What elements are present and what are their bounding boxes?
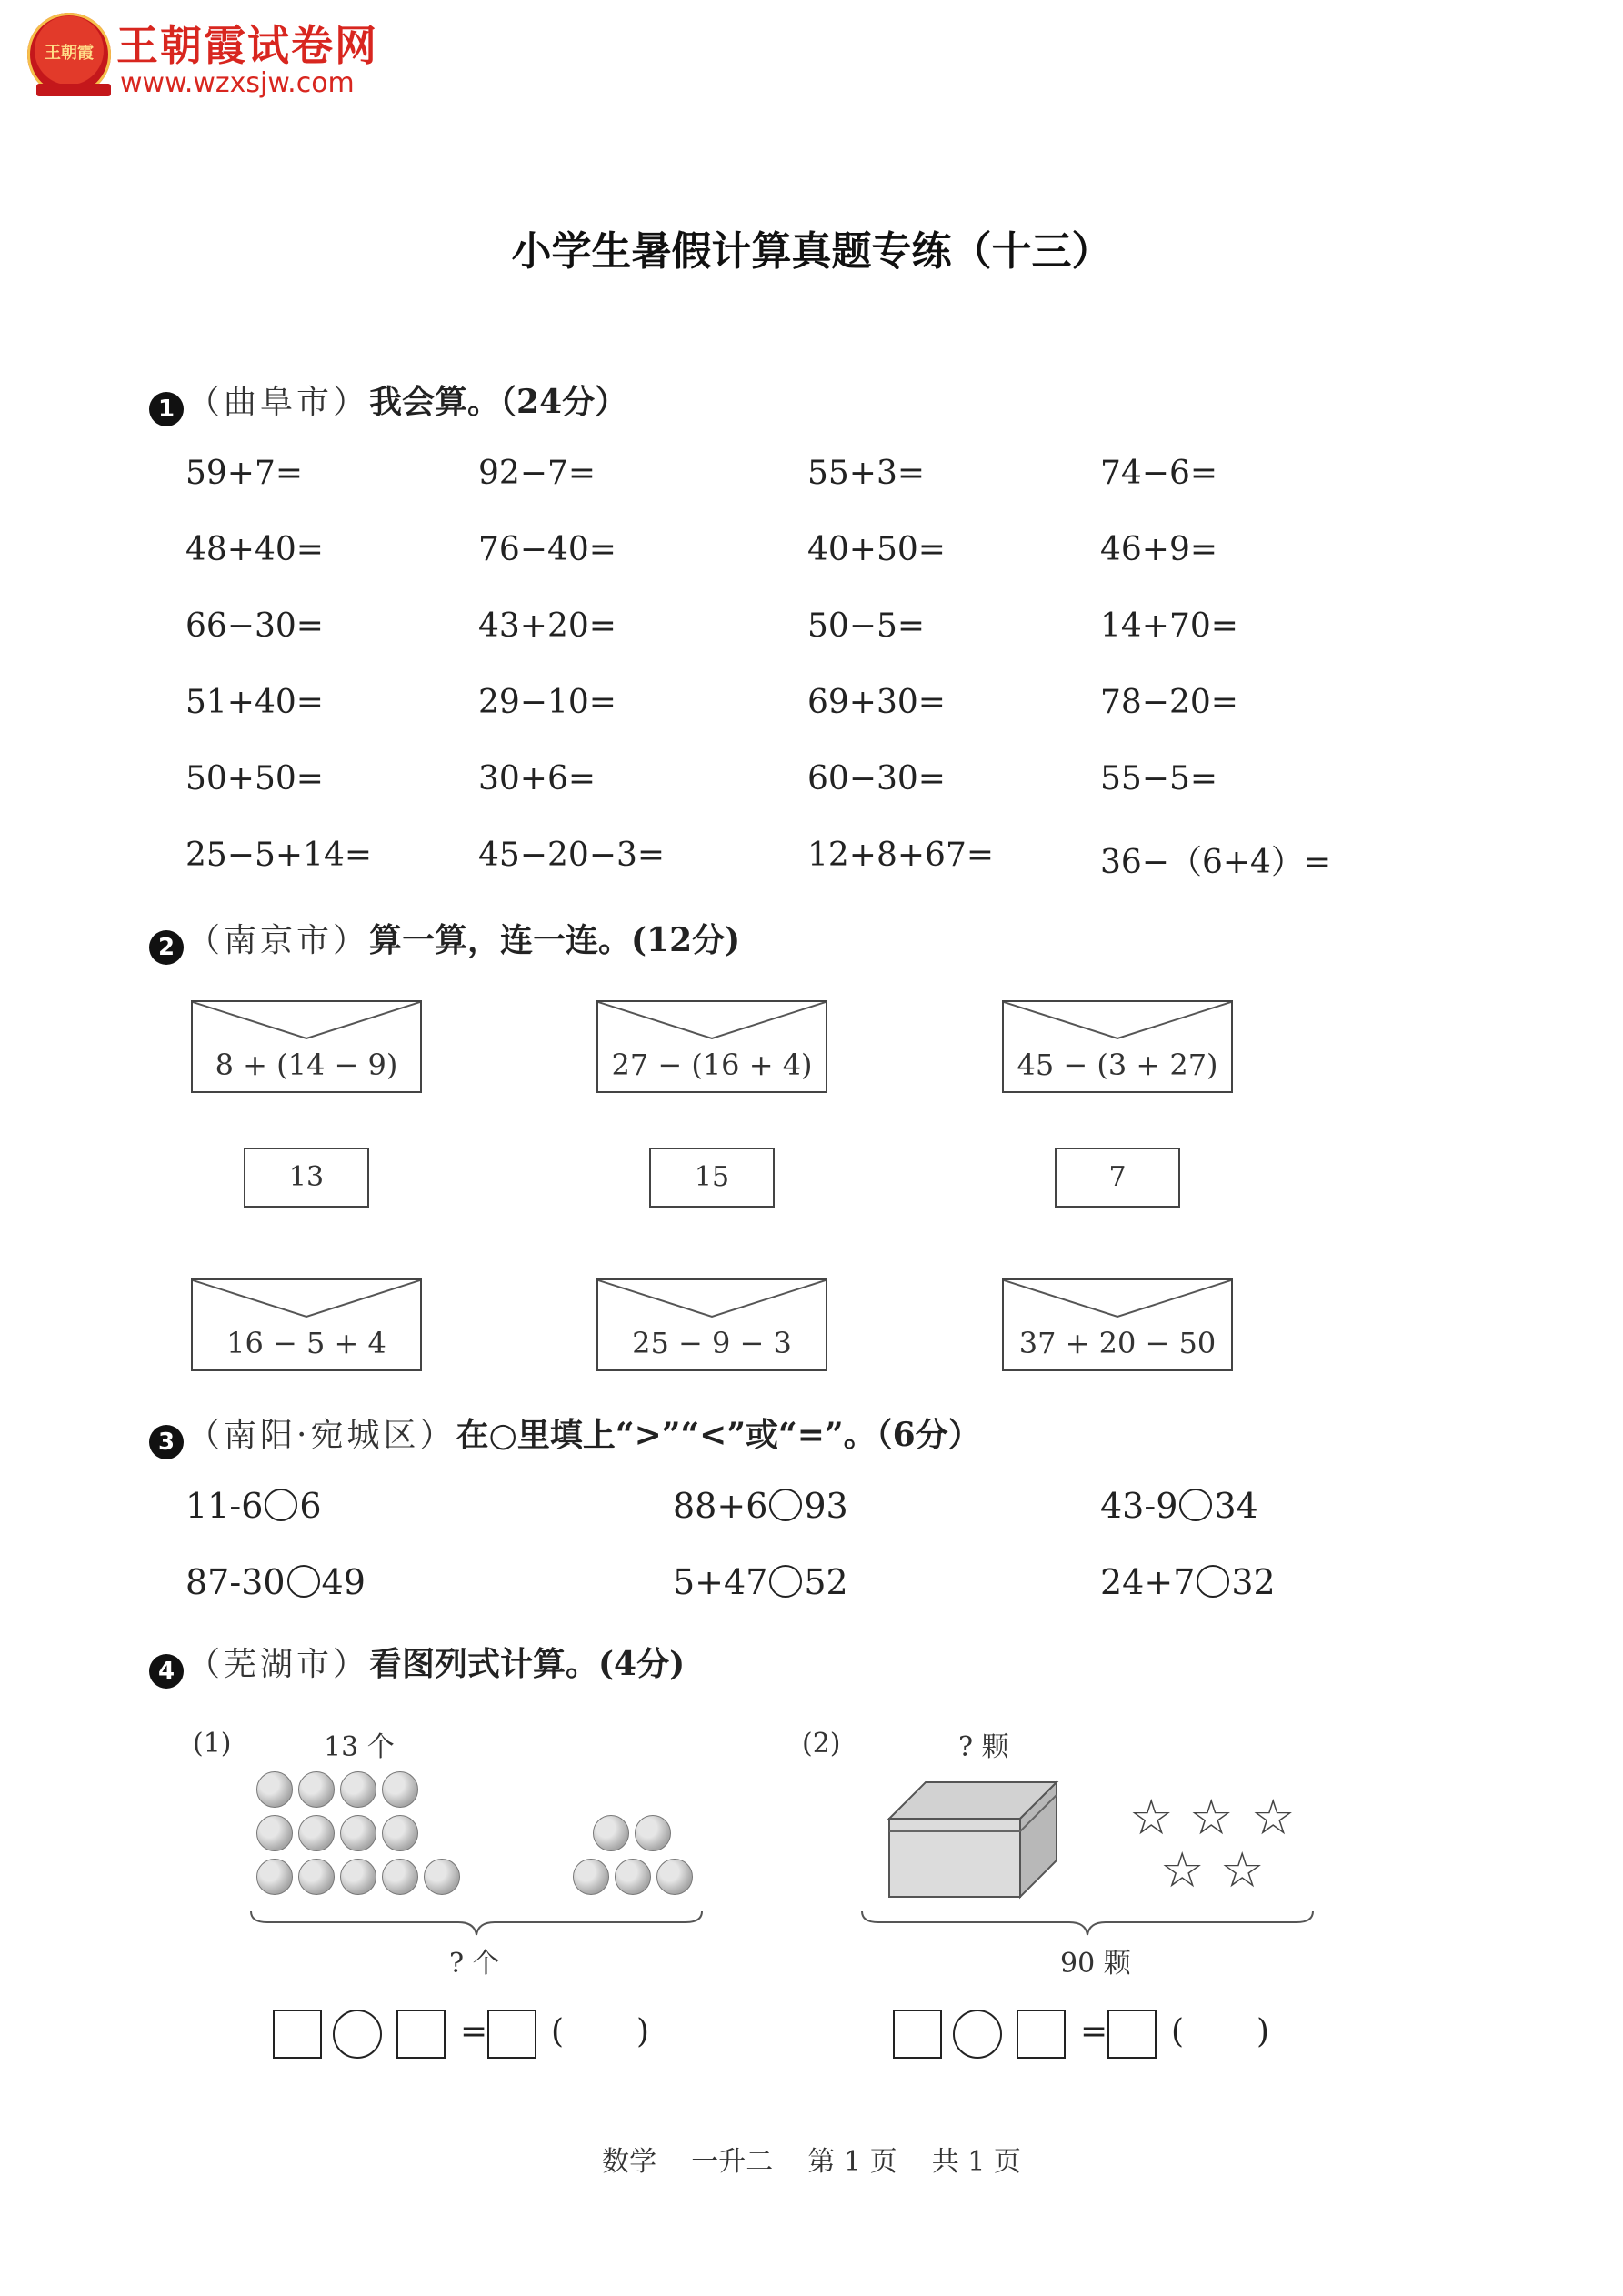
equation: 30+6= <box>478 760 596 797</box>
page-title: 小学生暑假计算真题专练（十三） <box>511 228 1112 275</box>
equals-sign: = <box>1080 2013 1108 2050</box>
equation: 43+20= <box>478 607 616 645</box>
comparison-circle[interactable] <box>769 1565 802 1598</box>
envelope-card <box>191 1278 422 1371</box>
comparison-right: 49 <box>321 1562 366 1602</box>
section3-instruction: 在○里填上“>”“<”或“=”。（6分） <box>456 1416 981 1454</box>
comparison-circle[interactable] <box>1179 1489 1212 1521</box>
paren-close: ) <box>636 2013 650 2050</box>
box-picture <box>887 1773 1069 1900</box>
problem2-bottom-label: 90 颗 <box>1060 1948 1131 1980</box>
equation: 76−40= <box>478 531 616 568</box>
equation: 78−20= <box>1100 684 1238 721</box>
ball-icon <box>298 1771 335 1808</box>
envelope-card <box>1002 1000 1233 1093</box>
equals-sign: = <box>460 2013 488 2050</box>
problem2-label: (2) <box>802 1728 841 1760</box>
equation: 92−7= <box>478 455 596 492</box>
section4-badge: 4 <box>149 1654 184 1689</box>
equation: 40+50= <box>807 531 946 568</box>
star-icon: ☆ <box>1220 1841 1265 1899</box>
ball-icon <box>340 1859 376 1895</box>
equation: 50+50= <box>185 760 324 797</box>
ball-icon <box>593 1815 629 1851</box>
section2-badge: 2 <box>149 930 184 965</box>
equation: 66−30= <box>185 607 324 645</box>
ball-icon <box>340 1771 376 1808</box>
answer-square[interactable] <box>273 2010 322 2059</box>
ball-icon <box>382 1815 418 1851</box>
brand-name: 王朝霞试卷网 <box>116 21 378 70</box>
ball-icon <box>656 1859 693 1895</box>
equation: 50−5= <box>807 607 926 645</box>
envelope-expression: 45 − (3 + 27) <box>1017 1048 1218 1082</box>
equation: 36−（6+4）= <box>1100 844 1332 881</box>
section1-badge: 1 <box>149 392 184 426</box>
footer-total: 共 1 页 <box>931 2146 1021 2178</box>
paren-open: ( <box>551 2013 565 2050</box>
envelope-card <box>596 1000 827 1093</box>
equation: 14+70= <box>1100 607 1238 645</box>
equation: 12+8+67= <box>807 837 995 874</box>
comparison-left: 87-30 <box>185 1562 286 1602</box>
answer-square[interactable] <box>1107 2010 1157 2059</box>
envelope-card <box>1002 1278 1233 1371</box>
answer-square[interactable] <box>1017 2010 1066 2059</box>
equation: 55−5= <box>1100 760 1218 797</box>
answer-box[interactable]: 13 <box>244 1148 369 1208</box>
section2-source: （南京市） <box>187 922 370 959</box>
comparison-circle[interactable] <box>287 1565 320 1598</box>
envelope-expression: 37 + 20 − 50 <box>1018 1326 1217 1360</box>
section3-badge: 3 <box>149 1425 184 1459</box>
envelope-card <box>596 1278 827 1371</box>
page-footer <box>0 2139 1623 2179</box>
answer-square[interactable] <box>396 2010 446 2059</box>
equation: 48+40= <box>185 531 324 568</box>
comparison-right: 6 <box>299 1486 322 1526</box>
ball-icon <box>382 1771 418 1808</box>
ball-icon <box>298 1815 335 1851</box>
paren-open: ( <box>1171 2013 1185 2050</box>
problem2-top-label: ? 颗 <box>958 1731 1009 1763</box>
comparison-left: 43-9 <box>1100 1486 1178 1526</box>
problem1-top-label: 13 个 <box>324 1731 395 1763</box>
section4-instruction: 看图列式计算。(4分) <box>369 1645 686 1683</box>
ball-icon <box>573 1859 609 1895</box>
section3-source: （南阳·宛城区） <box>187 1417 456 1454</box>
answer-box[interactable]: 7 <box>1055 1148 1180 1208</box>
equation: 59+7= <box>185 455 304 492</box>
comparison-right: 32 <box>1231 1562 1276 1602</box>
star-icon: ☆ <box>1129 1789 1174 1846</box>
comparison-right: 93 <box>804 1486 848 1526</box>
star-icon: ☆ <box>1251 1789 1296 1846</box>
paren-close: ) <box>1257 2013 1270 2050</box>
comparison-right: 34 <box>1214 1486 1258 1526</box>
ball-icon <box>256 1771 293 1808</box>
equation: 74−6= <box>1100 455 1218 492</box>
envelope-expression: 16 − 5 + 4 <box>226 1326 386 1360</box>
brand-url[interactable]: www.wzxsjw.com <box>120 67 355 99</box>
ball-icon <box>256 1859 293 1895</box>
ball-icon <box>340 1815 376 1851</box>
equation: 46+9= <box>1100 531 1218 568</box>
footer-grade: 一升二 <box>691 2146 774 2178</box>
footer-subject: 数学 <box>602 2146 657 2178</box>
comparison-left: 5+47 <box>673 1562 768 1602</box>
ball-icon <box>424 1859 460 1895</box>
star-icon: ☆ <box>1160 1841 1205 1899</box>
logo-ribbon <box>36 84 111 96</box>
ball-icon <box>615 1859 651 1895</box>
section1-instruction: 我会算。（24分） <box>369 383 628 421</box>
envelope-expression: 27 − (16 + 4) <box>611 1048 813 1082</box>
section2-heading <box>149 915 740 965</box>
equation: 45−20−3= <box>478 837 666 874</box>
section3-heading <box>149 1409 981 1459</box>
comparison-circle[interactable] <box>769 1489 802 1521</box>
ball-icon <box>382 1859 418 1895</box>
comparison-item <box>1100 1486 1258 1526</box>
section1-source: （曲阜市） <box>187 384 370 421</box>
section4-heading <box>149 1639 685 1689</box>
comparison-right: 52 <box>804 1562 848 1602</box>
comparison-item <box>185 1562 366 1602</box>
problem1-bottom-label: ? 个 <box>449 1948 500 1980</box>
answer-box[interactable]: 15 <box>649 1148 775 1208</box>
envelope-expression: 8 + (14 − 9) <box>215 1048 398 1082</box>
problem1-label: (1) <box>193 1728 232 1760</box>
equation: 55+3= <box>807 455 926 492</box>
operator-circle[interactable] <box>953 2010 1002 2059</box>
seal-text: 王朝霞 <box>45 44 94 63</box>
envelope-expression: 25 − 9 − 3 <box>632 1326 792 1360</box>
problem2-brace <box>860 1910 1315 1937</box>
comparison-item <box>1100 1562 1276 1602</box>
comparison-circle[interactable] <box>1197 1565 1229 1598</box>
comparison-left: 88+6 <box>673 1486 768 1526</box>
equation: 69+30= <box>807 684 946 721</box>
operator-circle[interactable] <box>333 2010 382 2059</box>
problem1-brace <box>249 1910 704 1937</box>
comparison-left: 24+7 <box>1100 1562 1196 1602</box>
answer-square[interactable] <box>487 2010 536 2059</box>
answer-square[interactable] <box>893 2010 942 2059</box>
equation: 29−10= <box>478 684 616 721</box>
comparison-item <box>673 1562 848 1602</box>
comparison-circle[interactable] <box>265 1489 297 1521</box>
ball-icon <box>256 1815 293 1851</box>
equation: 25−5+14= <box>185 837 373 874</box>
equation: 51+40= <box>185 684 324 721</box>
star-icon: ☆ <box>1189 1789 1234 1846</box>
section2-instruction: 算一算，连一连。(12分) <box>369 921 741 959</box>
comparison-left: 11-6 <box>185 1486 264 1526</box>
envelope-card <box>191 1000 422 1093</box>
comparison-item <box>185 1486 322 1526</box>
section1-heading <box>149 376 627 426</box>
footer-page: 第 1 页 <box>807 2146 897 2178</box>
section4-source: （芜湖市） <box>187 1646 370 1683</box>
comparison-item <box>673 1486 848 1526</box>
ball-icon <box>298 1859 335 1895</box>
equation: 60−30= <box>807 760 946 797</box>
ball-icon <box>635 1815 671 1851</box>
